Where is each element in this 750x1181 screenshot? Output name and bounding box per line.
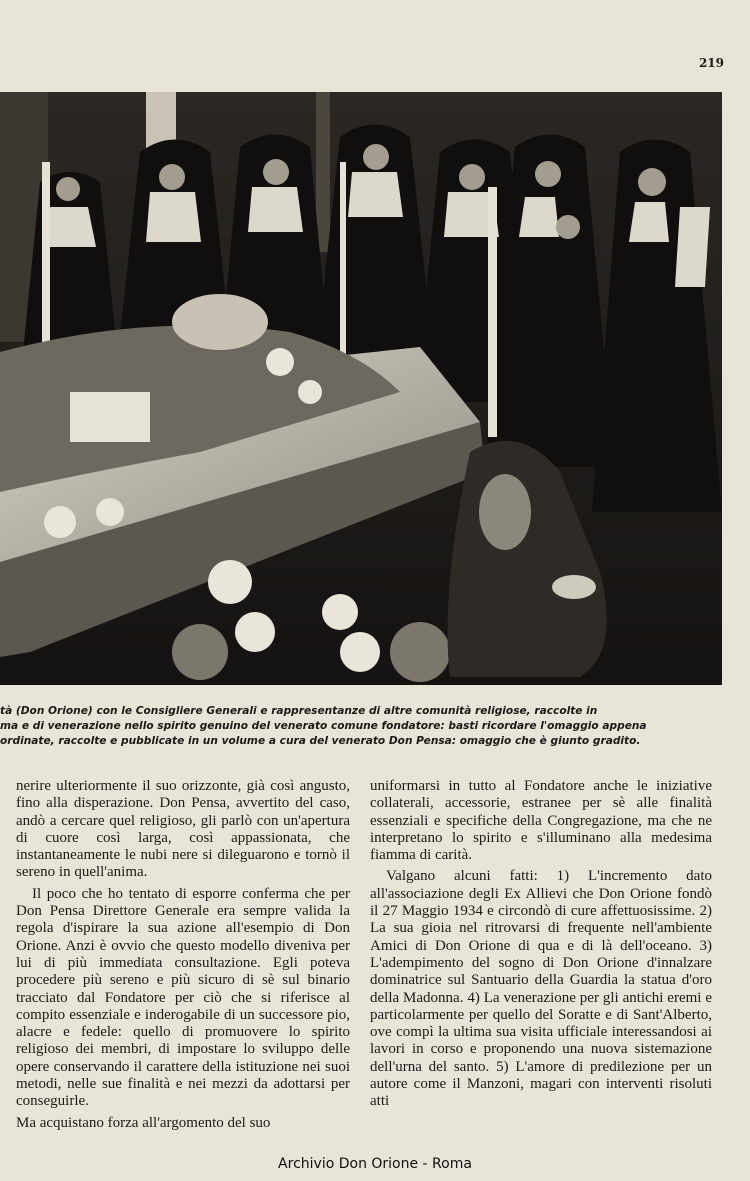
paragraph: Valgano alcuni fatti: 1) L'incremento dato all'associazione degli Ex Allievi che Don Orione fondò il 27 Maggio 1934 e circondò di cure affettuosissime. 2) La sua gioia nel ritrovarsi di frequente nell'ambiente Amici di Don Orione di qua e di là dell'oceano. 3) L'adempimento del sogno di Don Orione d'innalzare dominatrice sul Santuario della Guardia la statua d'oro della Madonna. 4) La venerazione per gli antichi eremi e particolarmente per quello del Soratte e di Sant'Alberto, ove compì la ultima sua visita ufficiale interessandosi ai lavori in corso e proponendo una nuova sistemazione dell'urna del santo. 5) L'amore di predilezione per un autore come il Manzoni, magari con interventi risoluti atti xyxy=(370,868,712,1110)
archive-footer: Archivio Don Orione - Roma xyxy=(278,1156,472,1172)
photo-icon xyxy=(0,92,722,685)
paragraph: Il poco che ho tentato di esporre conferma che per Don Pensa Direttore Generale era sempre valida la regola d'ispirare la sua azione all'esempio di Don Orione. Anzi è ovvio che questo modello diveniva per lui di più immediata consultazione. Egli poteva procedere più sereno e più sicuro di sè sul binario tracciato dal Fondatore per ciò che si riferisce al compito essenziale e inderogabile di un successore pio, alacre e fedele: quello di promuovere lo spirito religioso dei membri, di impostare lo sviluppo delle opere conservando il carattere della istituzione nei suoi metodi, nelle sue finalità e nei mezzi da adottarsi per conseguirle. xyxy=(16,885,350,1110)
caption-line: ordinate, raccolte e pubblicate in un volume a cura del venerato Don Pensa: omaggio che è giunto gradito. xyxy=(0,735,641,747)
left-text-column xyxy=(16,778,350,1132)
right-text-column xyxy=(370,778,712,1111)
page-number: 219 xyxy=(698,56,724,70)
paragraph: uniformarsi in tutto al Fondatore anche le iniziative collaterali, accessorie, estranee per sè alle finalità essenziali e specifiche della Congregazione, ma che ne interpretano lo spirito e s'illuminano alla medesima fiamma di carità. xyxy=(370,778,712,864)
paragraph: nerire ulteriormente il suo orizzonte, già così angusto, fino alla disperazione. Don Pensa, avvertito del caso, andò a cercare quel religioso, gli parlò con un'apertura di cuore così larga, così appassionata, che instantaneamente le nubi nere si dileguarono e tornò il sereno in quell'anima. xyxy=(16,778,350,881)
paragraph: Ma acquistano forza all'argomento del suo xyxy=(16,1114,271,1131)
photo-caption xyxy=(0,704,722,749)
photo-funeral-scene xyxy=(0,92,722,685)
caption-line: ma e di venerazione nello spirito genuino del venerato comune fondatore: basti ricordare l'omaggio appena xyxy=(0,720,647,732)
caption-line: tà (Don Orione) con le Consigliere Generali e rappresentanze di altre comunità religiose, raccolte in xyxy=(0,705,598,717)
